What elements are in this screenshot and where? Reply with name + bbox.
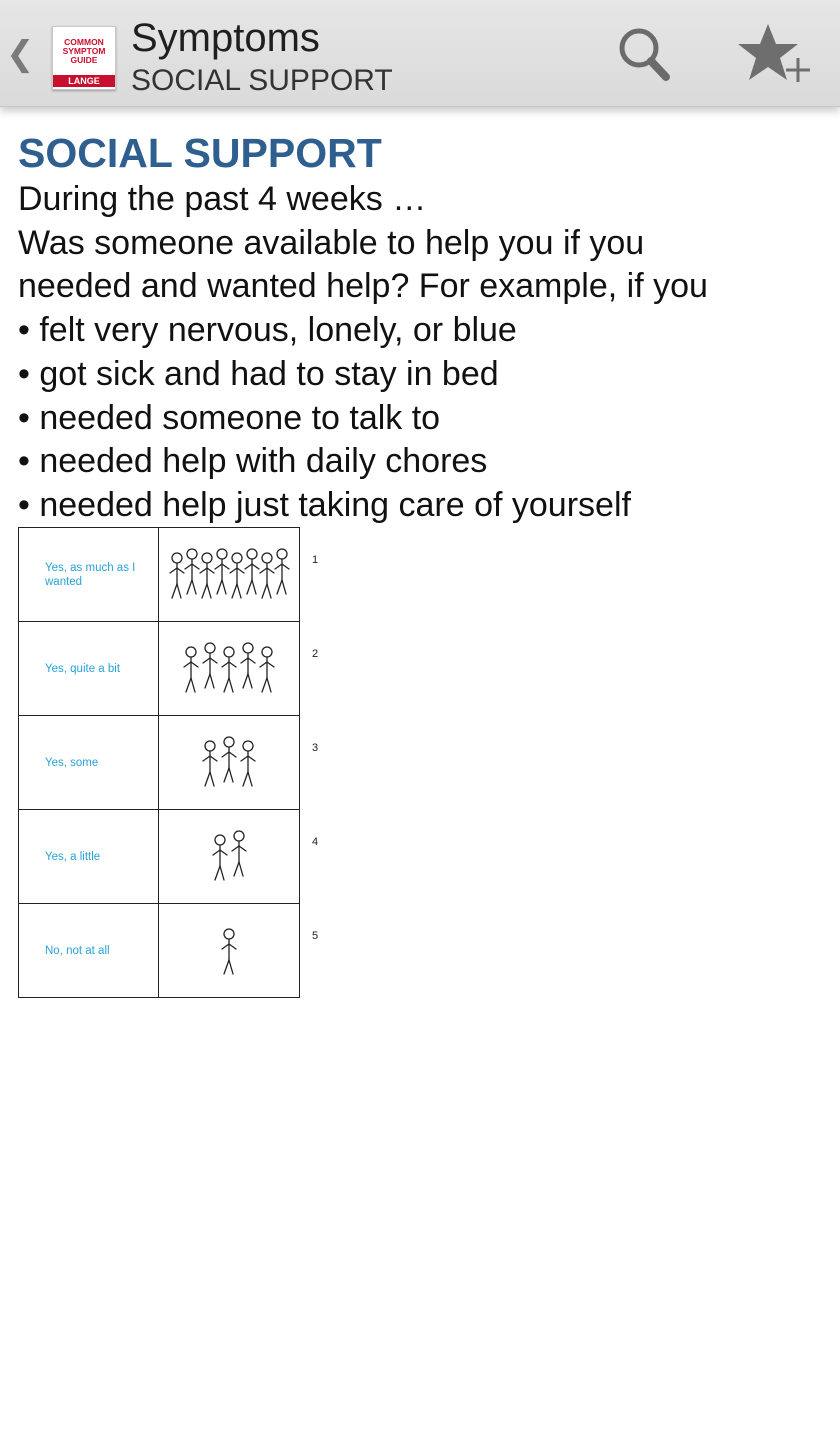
stick-figure bbox=[213, 835, 227, 880]
search-button[interactable] bbox=[610, 22, 682, 86]
scale-score: 2 bbox=[312, 647, 319, 660]
stick-figure bbox=[203, 643, 217, 688]
people-illustration bbox=[159, 716, 300, 810]
page-title: Symptoms bbox=[131, 16, 320, 60]
add-favorite-button[interactable] bbox=[730, 20, 820, 88]
logo-line: GUIDE bbox=[70, 54, 98, 65]
scale-score: 4 bbox=[312, 835, 319, 848]
people-illustration bbox=[159, 904, 300, 998]
stick-figures-icon bbox=[181, 638, 277, 700]
app-logo[interactable] bbox=[52, 26, 116, 90]
people-illustration bbox=[159, 528, 300, 622]
scale-score: 1 bbox=[312, 553, 319, 566]
stick-figures-icon bbox=[219, 920, 239, 982]
section-heading: SOCIAL SUPPORT bbox=[18, 130, 382, 176]
scale-label: Yes, a little bbox=[19, 810, 159, 904]
bullet-item: • got sick and had to stay in bed bbox=[18, 354, 499, 393]
scale-row bbox=[19, 810, 343, 904]
stick-figure bbox=[245, 549, 259, 594]
stick-figure bbox=[232, 831, 246, 876]
bullet-item: • felt very nervous, lonely, or blue bbox=[18, 311, 517, 350]
scale-label: Yes, as much as I wanted bbox=[19, 528, 159, 622]
response-scale-table bbox=[18, 527, 343, 998]
stick-figure bbox=[222, 737, 236, 782]
logo-line: COMMON bbox=[64, 36, 104, 47]
people-illustration bbox=[159, 622, 300, 716]
stick-figure bbox=[222, 929, 236, 974]
logo-text bbox=[53, 27, 115, 75]
stick-figures-icon bbox=[200, 732, 258, 794]
scale-label: Yes, some bbox=[19, 716, 159, 810]
bullet-item: • needed someone to talk to bbox=[18, 398, 441, 437]
stick-figure bbox=[203, 741, 217, 786]
action-bar bbox=[0, 0, 840, 107]
scale-row bbox=[19, 528, 343, 622]
back-chevron-icon[interactable]: ❮ bbox=[6, 34, 35, 74]
scale-label: No, not at all bbox=[19, 904, 159, 998]
scale-score: 5 bbox=[312, 929, 319, 942]
scale-label: Yes, quite a bit bbox=[19, 622, 159, 716]
bullet-item: • needed help with daily chores bbox=[18, 442, 488, 481]
stick-figure bbox=[184, 647, 198, 692]
question-line: needed and wanted help? For example, if you bbox=[18, 267, 708, 306]
logo-brand: LANGE bbox=[53, 75, 115, 87]
stick-figure bbox=[230, 553, 244, 598]
scale-score: 3 bbox=[312, 741, 319, 754]
stick-figure bbox=[260, 647, 274, 692]
stick-figure bbox=[215, 549, 229, 594]
logo-line: SYMPTOM bbox=[62, 45, 106, 56]
stick-figure bbox=[241, 741, 255, 786]
stick-figure bbox=[260, 553, 274, 598]
stick-figure bbox=[241, 643, 255, 688]
stick-figure bbox=[222, 647, 236, 692]
intro-line: During the past 4 weeks … bbox=[18, 180, 427, 218]
stick-figure bbox=[185, 549, 199, 594]
search-icon bbox=[610, 22, 682, 86]
people-illustration bbox=[159, 810, 300, 904]
stick-figures-icon bbox=[210, 826, 249, 888]
article-content bbox=[18, 128, 828, 528]
stick-figure bbox=[200, 553, 214, 598]
star-add-icon bbox=[730, 20, 820, 88]
stick-figure bbox=[275, 549, 289, 594]
scale-row bbox=[19, 622, 343, 716]
scale-row bbox=[19, 716, 343, 810]
stick-figures-icon bbox=[167, 544, 292, 606]
page-subtitle: SOCIAL SUPPORT bbox=[131, 64, 393, 97]
bullet-item: • needed help just taking care of yourself bbox=[18, 485, 631, 524]
stick-figure bbox=[170, 553, 184, 598]
question-line: Was someone available to help you if you bbox=[18, 223, 645, 262]
scale-row bbox=[19, 904, 343, 998]
